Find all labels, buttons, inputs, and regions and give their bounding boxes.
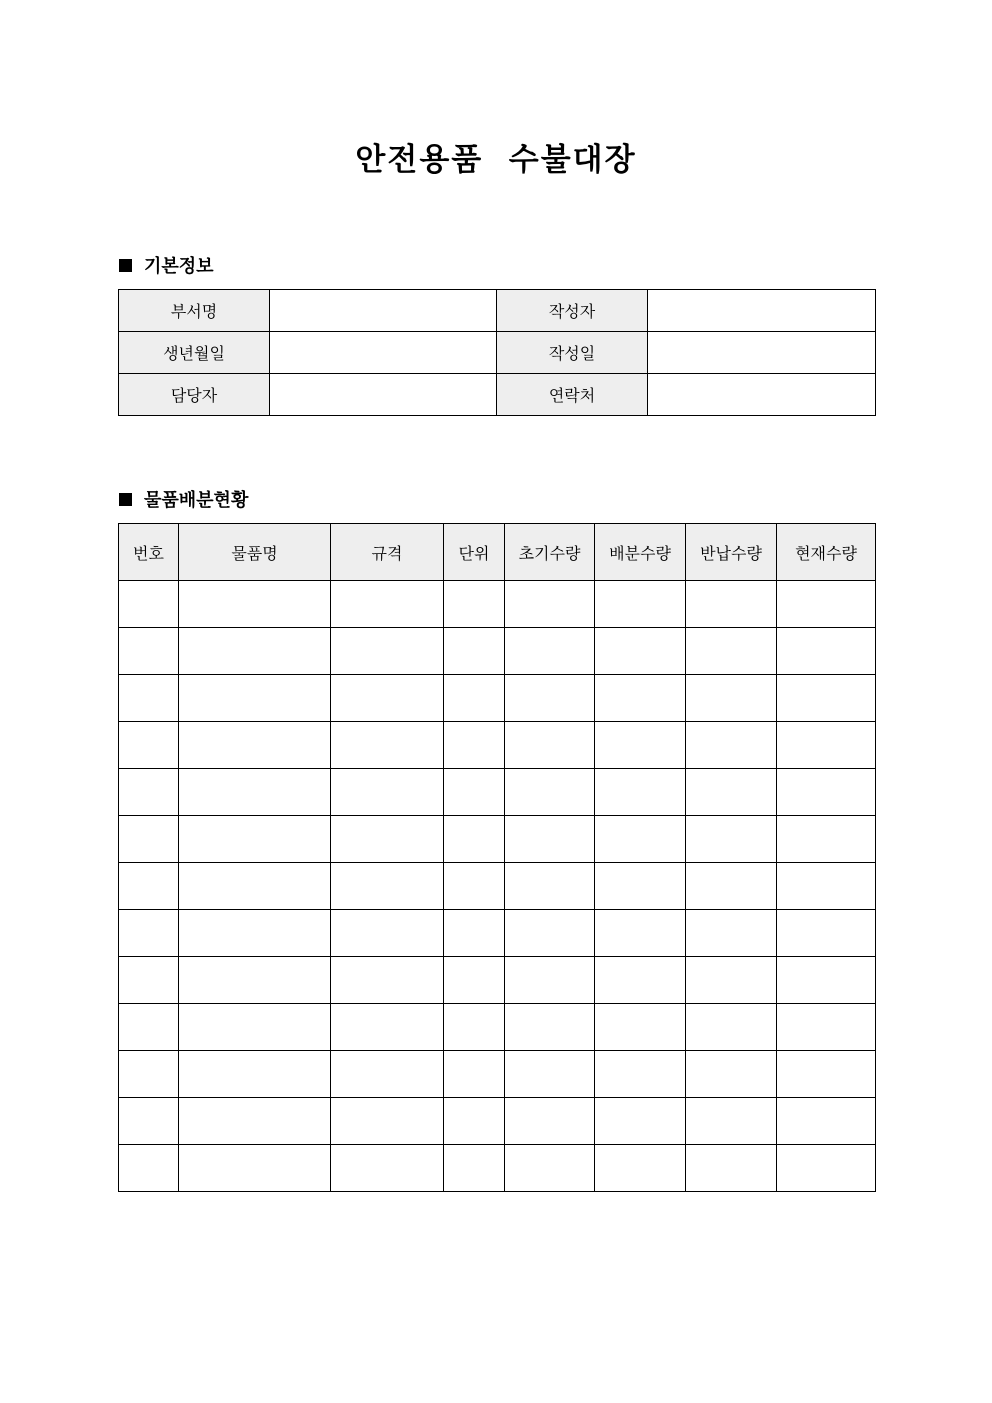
table-cell[interactable]	[119, 769, 179, 816]
table-cell[interactable]	[331, 1145, 444, 1192]
contact-field[interactable]	[648, 374, 876, 416]
table-cell[interactable]	[179, 1051, 331, 1098]
table-cell[interactable]	[444, 628, 505, 675]
basic-info-table	[118, 289, 876, 416]
table-cell[interactable]	[331, 910, 444, 957]
table-row	[119, 1098, 876, 1145]
table-cell[interactable]	[686, 769, 777, 816]
manager-label: 담당자	[119, 374, 270, 416]
table-cell[interactable]	[686, 816, 777, 863]
table-cell[interactable]	[444, 769, 505, 816]
table-cell[interactable]	[595, 910, 686, 957]
distribution-body	[119, 581, 876, 1192]
table-cell[interactable]	[179, 1145, 331, 1192]
basic-info-row	[119, 374, 876, 416]
table-cell[interactable]	[331, 628, 444, 675]
table-cell[interactable]	[686, 628, 777, 675]
table-cell[interactable]	[505, 1004, 595, 1051]
column-header: 초기수량	[505, 524, 595, 581]
table-cell[interactable]	[119, 863, 179, 910]
table-cell[interactable]	[505, 722, 595, 769]
table-cell[interactable]	[777, 1004, 876, 1051]
table-cell[interactable]	[595, 769, 686, 816]
column-header: 물품명	[179, 524, 331, 581]
table-cell[interactable]	[505, 863, 595, 910]
birthdate-label: 생년월일	[119, 332, 270, 374]
table-cell[interactable]	[444, 675, 505, 722]
table-cell[interactable]	[595, 675, 686, 722]
column-header: 번호	[119, 524, 179, 581]
table-cell[interactable]	[686, 1098, 777, 1145]
table-cell[interactable]	[119, 722, 179, 769]
table-cell[interactable]	[505, 1145, 595, 1192]
table-cell[interactable]	[331, 581, 444, 628]
written-date-field[interactable]	[648, 332, 876, 374]
table-cell[interactable]	[686, 722, 777, 769]
table-cell[interactable]	[777, 581, 876, 628]
table-cell[interactable]	[505, 675, 595, 722]
table-row	[119, 675, 876, 722]
table-cell[interactable]	[595, 1051, 686, 1098]
table-cell[interactable]	[686, 957, 777, 1004]
column-header: 반납수량	[686, 524, 777, 581]
table-cell[interactable]	[179, 1098, 331, 1145]
author-field[interactable]	[648, 290, 876, 332]
table-cell[interactable]	[179, 910, 331, 957]
birthdate-field[interactable]	[270, 332, 497, 374]
table-cell[interactable]	[777, 1098, 876, 1145]
table-row	[119, 816, 876, 863]
written-date-label: 작성일	[497, 332, 648, 374]
table-cell[interactable]	[444, 581, 505, 628]
table-cell[interactable]	[777, 816, 876, 863]
basic-info-heading-label: 기본정보	[144, 256, 214, 277]
table-cell[interactable]	[777, 675, 876, 722]
table-cell[interactable]	[444, 1098, 505, 1145]
table-row	[119, 863, 876, 910]
department-label: 부서명	[119, 290, 270, 332]
table-cell[interactable]	[777, 1145, 876, 1192]
department-field[interactable]	[270, 290, 497, 332]
table-cell[interactable]	[331, 1051, 444, 1098]
table-cell[interactable]	[505, 957, 595, 1004]
table-cell[interactable]	[179, 722, 331, 769]
column-header: 배분수량	[595, 524, 686, 581]
table-cell[interactable]	[777, 769, 876, 816]
table-row	[119, 581, 876, 628]
distribution-header-row	[119, 524, 876, 581]
table-cell[interactable]	[595, 863, 686, 910]
basic-info-heading	[119, 252, 214, 278]
table-cell[interactable]	[686, 863, 777, 910]
table-cell[interactable]	[444, 910, 505, 957]
distribution-heading	[119, 486, 248, 512]
table-cell[interactable]	[444, 957, 505, 1004]
table-cell[interactable]	[179, 816, 331, 863]
table-cell[interactable]	[777, 910, 876, 957]
table-cell[interactable]	[595, 1098, 686, 1145]
table-cell[interactable]	[119, 1145, 179, 1192]
table-cell[interactable]	[686, 1004, 777, 1051]
table-cell[interactable]	[331, 722, 444, 769]
table-cell[interactable]	[179, 628, 331, 675]
table-cell[interactable]	[595, 1004, 686, 1051]
table-row	[119, 957, 876, 1004]
table-cell[interactable]	[777, 628, 876, 675]
table-cell[interactable]	[595, 581, 686, 628]
table-cell[interactable]	[179, 581, 331, 628]
table-cell[interactable]	[595, 1145, 686, 1192]
table-cell[interactable]	[119, 628, 179, 675]
table-cell[interactable]	[331, 957, 444, 1004]
table-cell[interactable]	[595, 722, 686, 769]
table-cell[interactable]	[505, 628, 595, 675]
table-cell[interactable]	[331, 769, 444, 816]
table-cell[interactable]	[331, 816, 444, 863]
square-bullet-icon	[119, 493, 132, 506]
contact-label: 연락처	[497, 374, 648, 416]
table-row	[119, 1145, 876, 1192]
table-cell[interactable]	[119, 581, 179, 628]
table-cell[interactable]	[331, 675, 444, 722]
table-cell[interactable]	[179, 863, 331, 910]
column-header: 규격	[331, 524, 444, 581]
table-cell[interactable]	[777, 863, 876, 910]
table-cell[interactable]	[505, 910, 595, 957]
table-cell[interactable]	[119, 1051, 179, 1098]
table-cell[interactable]	[505, 816, 595, 863]
table-cell[interactable]	[595, 628, 686, 675]
table-row	[119, 722, 876, 769]
distribution-table	[118, 523, 876, 1192]
table-cell[interactable]	[777, 1051, 876, 1098]
table-row	[119, 628, 876, 675]
table-row	[119, 1004, 876, 1051]
table-cell[interactable]	[595, 816, 686, 863]
square-bullet-icon	[119, 259, 132, 272]
table-cell[interactable]	[777, 722, 876, 769]
table-cell[interactable]	[595, 957, 686, 1004]
table-cell[interactable]	[119, 675, 179, 722]
table-cell[interactable]	[505, 769, 595, 816]
table-cell[interactable]	[179, 769, 331, 816]
table-cell[interactable]	[119, 1004, 179, 1051]
table-cell[interactable]	[686, 1145, 777, 1192]
document-title: 안전용품 수불대장	[355, 142, 637, 178]
basic-info-row	[119, 332, 876, 374]
table-cell[interactable]	[777, 957, 876, 1004]
table-row	[119, 769, 876, 816]
table-row	[119, 1051, 876, 1098]
table-cell[interactable]	[444, 722, 505, 769]
table-cell[interactable]	[179, 1004, 331, 1051]
table-cell[interactable]	[686, 1051, 777, 1098]
table-cell[interactable]	[179, 675, 331, 722]
table-cell[interactable]	[119, 957, 179, 1004]
basic-info-row	[119, 290, 876, 332]
column-header: 현재수량	[777, 524, 876, 581]
table-cell[interactable]	[444, 1004, 505, 1051]
table-cell[interactable]	[331, 863, 444, 910]
table-cell[interactable]	[119, 910, 179, 957]
table-cell[interactable]	[444, 816, 505, 863]
table-cell[interactable]	[444, 863, 505, 910]
table-cell[interactable]	[444, 1051, 505, 1098]
table-cell[interactable]	[179, 957, 331, 1004]
table-cell[interactable]	[505, 1098, 595, 1145]
distribution-heading-label: 물품배분현황	[144, 490, 249, 511]
table-cell[interactable]	[119, 816, 179, 863]
column-header: 단위	[444, 524, 505, 581]
table-cell[interactable]	[331, 1004, 444, 1051]
table-row	[119, 910, 876, 957]
table-cell[interactable]	[686, 675, 777, 722]
table-cell[interactable]	[505, 1051, 595, 1098]
table-cell[interactable]	[505, 581, 595, 628]
table-cell[interactable]	[119, 1098, 179, 1145]
table-cell[interactable]	[686, 910, 777, 957]
table-cell[interactable]	[331, 1098, 444, 1145]
table-cell[interactable]	[444, 1145, 505, 1192]
table-cell[interactable]	[686, 581, 777, 628]
author-label: 작성자	[497, 290, 648, 332]
manager-field[interactable]	[270, 374, 497, 416]
